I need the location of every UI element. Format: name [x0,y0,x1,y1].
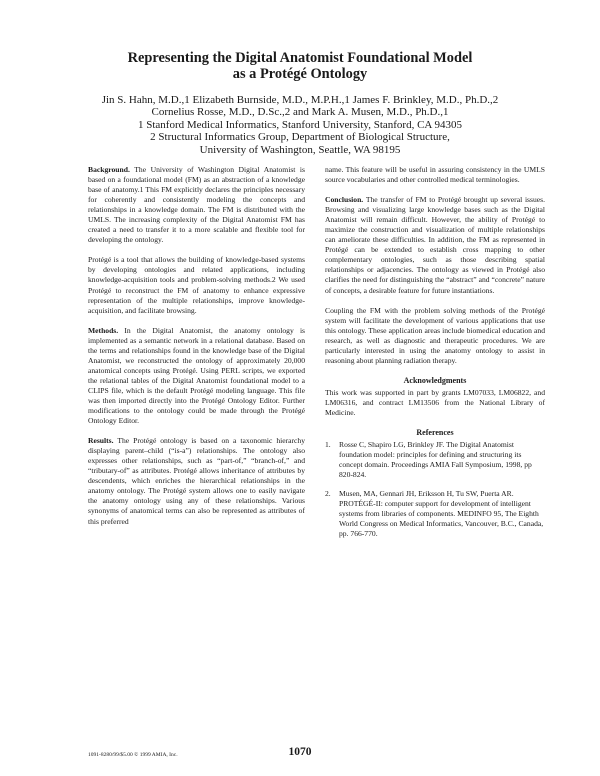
affiliation-line: 2 Structural Informatics Group, Department of Biological Structure, [150,131,450,144]
author-block [0,94,600,156]
conclusion-heading: Conclusion. [325,195,364,205]
coupling-text: Coupling the FM with the problem solving methods of the Protégé system will facilitate the development of various applications that use this ontology. These application areas include biomedical education and research, as well as diagnostic and therapeutic procedures. We are particularly interested in using the anatomy ontology to assist in reasoning about planning radiation therapy. [325,305,545,365]
left-column [88,165,305,527]
reference-item [325,440,545,480]
results-paragraph [88,436,305,526]
affiliation-line: University of Washington, Seattle, WA 98195 [199,143,401,156]
reference-number: 2. [325,489,331,499]
paper-title [0,51,600,82]
author-line: Cornelius Rosse, M.D., D.Sc.,2 and Mark A. Musen, M.D., Ph.D.,1 [151,106,449,119]
reference-text: Musen, MA, Gennari JH, Eriksson H, Tu SW, Puerta AR. PROTÉGÉ-II: computer support for development of intelligent systems from libraries of components. MEDINFO 95, The Eighth World Congress on Medical Informatics, Vancouver, B.C., Canada, pp. 766-770. [339,489,544,539]
page-number: 1070 [288,746,312,758]
affiliation-line: 1 Stanford Medical Informatics, Stanford University, Stanford, CA 94305 [137,118,463,131]
acknowledgments-text: This work was supported in part by grants LM07033, LM06822, and LM06316, and contract LM13506 from the National Library of Medicine. [325,387,545,417]
results-continued-paragraph [325,165,545,185]
title-line-1: Representing the Digital Anatomist Foundational Model [127,50,473,66]
results-text: The Protégé ontology is based on a taxonomic hierarchy displaying parent–child (“is-a”) relationships. The ontology also expresses other relationships, such as “part-of,” “branch-of,” and “tributary-of” as attributes. Protégé allows inheritance of attributes by descendents, which enriches the hierarchical relationships in the anatomy ontology. The Protégé system allows one to easily navigate the anatomy ontology using any of these relationships. Various synonyms of anatomical terms can also be represented as attributes of this preferred [88,436,306,526]
acknowledgments-paragraph [325,388,545,418]
conclusion-paragraph [325,195,545,295]
author-line: Jin S. Hahn, M.D.,1 Elizabeth Burnside, M.D., M.P.H.,1 James F. Brinkley, M.D., Ph.D.,2 [101,94,499,106]
background-text: The University of Washington Digital Anatomist is based on a foundational model (FM) as an abstraction of a knowledge base of anatomy.1 This FM explicitly declares the principles necessary for coherently and consistently modeling the concepts and relationships in a knowledge domain. The FM is distributed with the UMLS. The increasing complexity of the Digital Anatomist FM has created a need to transfer it to a more scalable and flexible tool for developing the ontology. [88,165,305,245]
right-column [325,165,545,549]
background-heading: Background. [88,165,130,174]
results-continued-text: name. This feature will be useful in assuring consistency in the UMLS source vocabularies and other controlled medical terminologies. [325,165,545,185]
acknowledgments-heading: Acknowledgments [403,375,467,385]
references-heading: References [416,428,454,438]
results-heading: Results. [88,436,114,446]
coupling-paragraph [325,306,545,366]
methods-heading: Methods. [88,325,119,335]
background-paragraph [88,165,305,245]
reference-number: 1. [325,440,331,450]
protege-text: Protégé is a tool that allows the building of knowledge-based systems by developing ontologies and related applications, including knowledge-acquisition tools and problem-solving methods.2 We used Protégé to reconstruct the FM of anatomy to enhance expressive representation of the multiple relationships, improve knowledge-acquisition, and facilitate browsing. [88,255,305,315]
reference-text: Rosse C, Shapiro LG, Brinkley JF. The Digital Anatomist foundation model: principles for defining and structuring its concept domain. Proceedings AMIA Fall Symposium, 1998, pp 820-824. [339,440,532,480]
title-line-2: as a Protégé Ontology [232,65,368,82]
conclusion-text: The transfer of FM to Protégé brought up several issues. Browsing and visualizing large knowledge bases such as the Digital Anatomist will remain difficult. However, the ability of Protégé to maximize the construction and visualization of multiple relationships can ameliorate these difficulties. In addition, the FM as represented in Protégé can be extended to establish cross mapping to other complementary ontologies, such as those describing spatial relationships or adjacencies. The ontology as viewed in Protégé also clarifies the need for distinguishing the “abstract” and “concrete” nature of concepts, a desirable feature for future instantiations. [325,195,545,295]
protege-paragraph [88,255,305,315]
copyright-footer: 1091-8280/99/$5.00 © 1999 AMIA, Inc. [88,752,178,758]
reference-item [325,489,545,539]
methods-paragraph [88,326,305,426]
methods-text: In the Digital Anatomist, the anatomy ontology is implemented as a semantic network in a relational database. Based on the terms and relationships found in the knowledge base of the Digital Anatomist, we reconstructed the ontology of approximately 20,000 anatomical concepts using Protégé. Using PERL scripts, we exported the relational tables of the Digital Anatomist foundational model to a CLIPS file, which is the default Protégé modeling language. This file was then imported directly into the Protégé Ontology Editor. Further modifications to the ontology could be made through the Protégé Ontology Editor. [88,325,306,426]
